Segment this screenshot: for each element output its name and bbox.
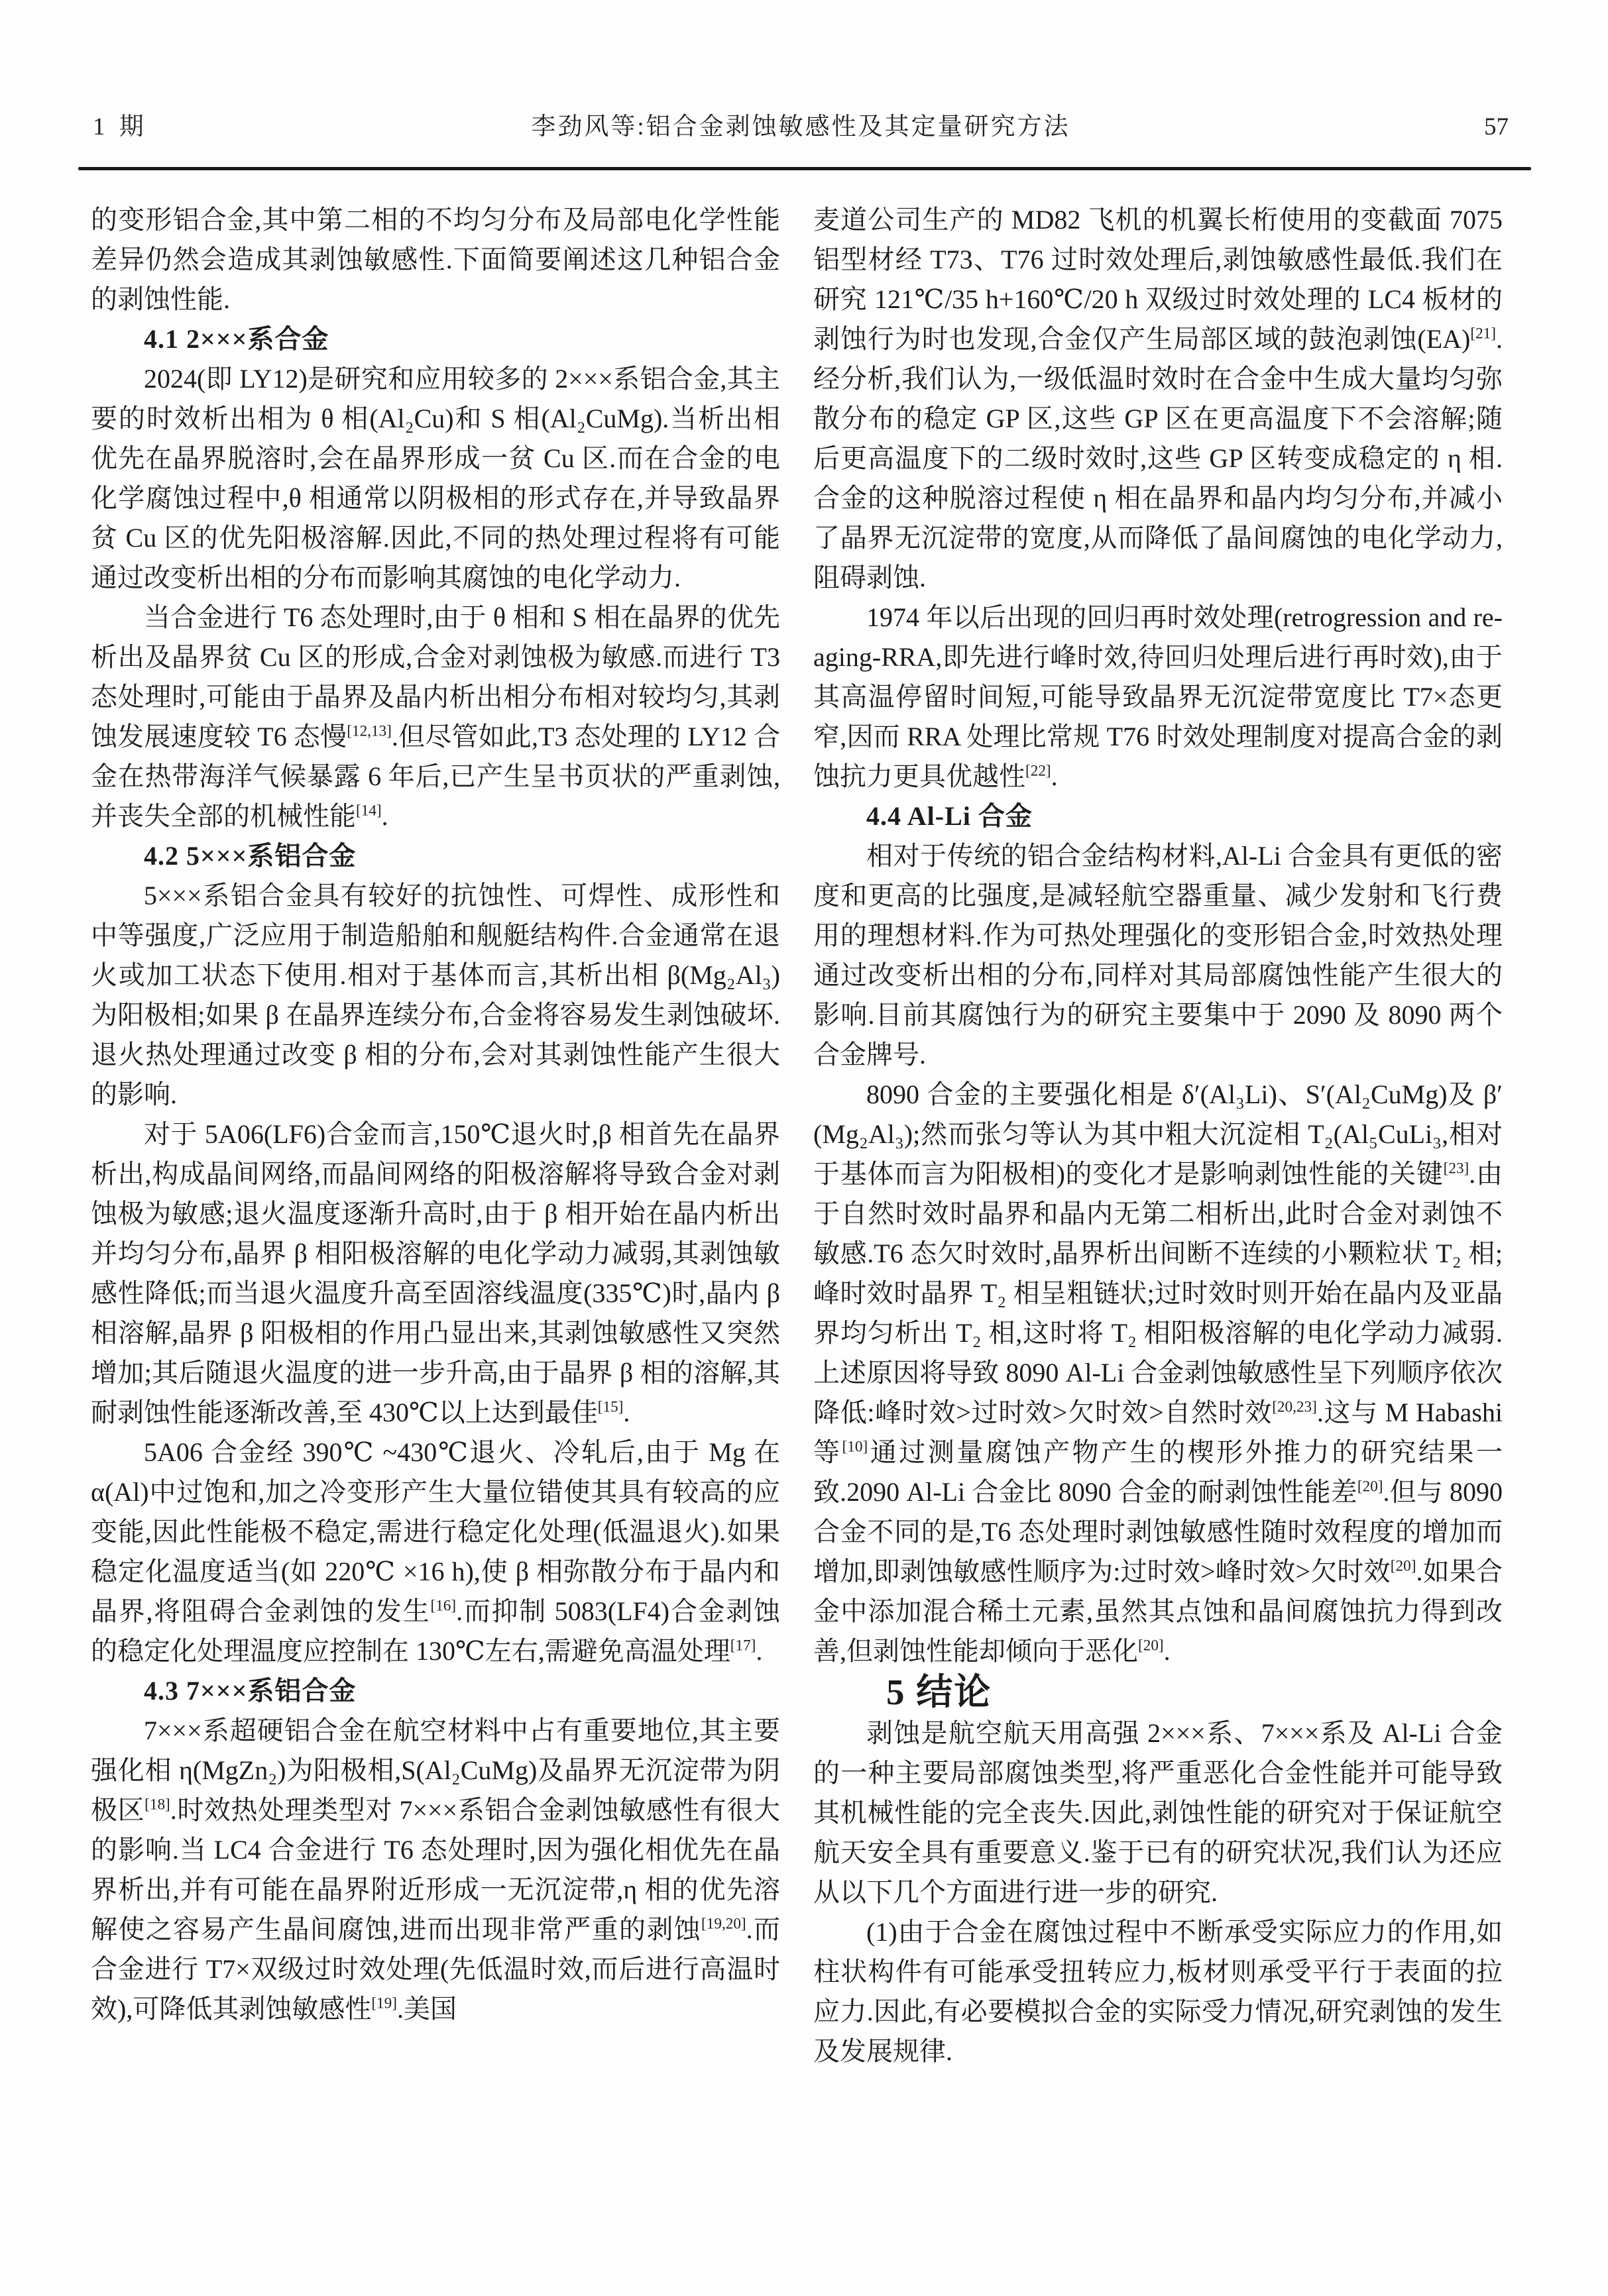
running-head [93,111,1509,143]
citation-superscript: [15] [597,1398,624,1416]
section-heading-4-3: 4.3 7×××系铝合金 [144,1676,357,1706]
header-rule [78,167,1531,170]
citation-superscript: [14] [356,802,382,820]
paragraph: 麦道公司生产的 MD82 飞机的机翼长桁使用的变截面 7075 铝型材经 T73、T76 过时效处理后,剥蚀敏感性最低.我们在研究 121℃/35 h+160℃/20 h 双级过时效处理的 LC4 板材的剥蚀行为时也发现,合金仅产生局部区域的鼓泡剥蚀(EA)[21].经分析,我们认为,一级低温时效时在合金中生成大量均匀弥散分布的稳定 GP 区,这些 GP 区在更高温度下不会溶解;随后更高温度下的二级时效时,这些 GP 区转变成稳定的 η 相.合金的这种脱溶过程使 η 相在晶界和晶内均匀分布,并减小了晶界无沉淀带的宽度,从而降低了晶间腐蚀的电化学动力,阻碍剥蚀. [813,205,1503,592]
issue-number: 1 期 [93,113,148,140]
citation-superscript: [21] [1470,325,1496,343]
citation-superscript: [20] [1357,1478,1383,1496]
citation-superscript: [17] [730,1637,756,1655]
paragraph: 8090 合金的主要强化相是 δ′(Al₃Li)、S′(Al₂CuMg)及 β′(Mg₂Al₃);然而张匀等认为其中粗大沉淀相 T₂(Al₅CuLi₃,相对于基体而言为阳极相)的变化才是影响剥蚀性能的关键[23].由于自然时效时晶界和晶内无第二相析出,此时合金对剥蚀不敏感.T6 态欠时效时,晶界析出间断不连续的小颗粒状 T₂ 相;峰时效时晶界 T₂ 相呈粗链状;过时效时则开始在晶内及亚晶界均匀析出 T₂ 相,这时将 T₂ 相阳极溶解的电化学动力减弱.上述原因将导致 8090 Al-Li 合金剥蚀敏感性呈下列顺序依次降低:峰时效>过时效>欠时效>自然时效[20,23].这与 M Habashi 等[10]通过测量腐蚀产物产生的楔形外推力的研究结果一致.2090 Al-Li 合金比 8090 合金的耐剥蚀性能差[20].但与 8090 合金不同的是,T6 态处理时剥蚀敏感性随时效程度的增加而增加,即剥蚀敏感性顺序为:过时效>峰时效>欠时效[20].如果合金中添加混合稀土元素,虽然其点蚀和晶间腐蚀抗力得到改善,但剥蚀性能却倾向于恶化[20]. [813,1079,1503,1666]
running-title: 李劲风等:铝合金剥蚀敏感性及其定量研究方法 [531,113,1070,140]
left-column [91,200,780,2071]
paragraph: 对于 5A06(LF6)合金而言,150℃退火时,β 相首先在晶界析出,构成晶间网络,而晶间网络的阳极溶解将导致合金对剥蚀极为敏感;退火温度逐渐升高时,由于 β 相开始在晶内析出并均匀分布,晶界 β 相阳极溶解的电化学动力减弱,其剥蚀敏感性降低;而当退火温度升高至固溶线温度(335℃)时,晶内 β 相溶解,晶界 β 阳极相的作用凸显出来,其剥蚀敏感性又突然增加;其后随退火温度的进一步升高,由于晶界 β 相的溶解,其耐剥蚀性能逐渐改善,至 430℃以上达到最佳[15]. [91,1119,780,1427]
citation-superscript: [22] [1025,762,1051,780]
paragraph: 1974 年以后出现的回归再时效处理(retrogression and re-aging-RRA,即先进行峰时效,待回归处理后进行再时效),由于其高温停留时间短,可能导致晶界无沉淀带宽度比 T7×态更窄,因而 RRA 处理比常规 T76 时效处理制度对提高合金的剥蚀抗力更具优越性[22]. [813,602,1503,791]
citation-superscript: [10] [842,1438,868,1456]
citation-superscript: [19,20] [701,1915,746,1933]
paragraph: (1)由于合金在腐蚀过程中不断承受实际应力的作用,如柱状构件有可能承受扭转应力,板材则承受平行于表面的拉应力.因此,有必要模拟合金的实际受力情况,研究剥蚀的发生及发展规律. [813,1917,1503,2066]
page-number: 57 [1484,113,1509,140]
paragraph: 相对于传统的铝合金结构材料,Al-Li 合金具有更低的密度和更高的比强度,是减轻航空器重量、减少发射和飞行费用的理想材料.作为可热处理强化的变形铝合金,时效热处理通过改变析出相的分布,同样对其局部腐蚀性能产生很大的影响.目前其腐蚀行为的研究主要集中于 2090 及 8090 两个合金牌号. [813,841,1503,1069]
section-heading-4-2: 4.2 5×××系铝合金 [144,841,357,871]
section-heading-4-4: 4.4 Al-Li 合金 [866,801,1033,831]
paragraph: 5A06 合金经 390℃ ~430℃退火、冷轧后,由于 Mg 在 α(Al)中过饱和,加之冷变形产生大量位错使其具有较高的应变能,因此性能极不稳定,需进行稳定化处理(低温退火).如果稳定化温度适当(如 220℃ ×16 h),使 β 相弥散分布于晶内和晶界,将阻碍合金剥蚀的发生[16].而抑制 5083(LF4)合金剥蚀的稳定化处理温度应控制在 130℃左右,需避免高温处理[17]. [91,1437,781,1666]
citation-superscript: [16] [430,1597,457,1615]
paragraph: 5×××系铝合金具有较好的抗蚀性、可焊性、成形性和中等强度,广泛应用于制造船舶和舰艇结构件.合金通常在退火或加工状态下使用.相对于基体而言,其析出相 β(Mg₂Al₃)为阳极相;如果 β 在晶界连续分布,合金将容易发生剥蚀破坏.退火热处理通过改变 β 相的分布,会对其剥蚀性能产生很大的影响. [91,881,780,1109]
citation-superscript: [20,23] [1272,1398,1317,1416]
citation-superscript: [20] [1390,1557,1416,1575]
right-column [813,200,1503,2071]
paragraph: 的变形铝合金,其中第二相的不均匀分布及局部电化学性能差异仍然会造成其剥蚀敏感性.下面简要阐述这几种铝合金的剥蚀性能. [91,205,780,314]
two-column-body [91,200,1503,2071]
paragraph: 剥蚀是航空航天用高强 2×××系、7×××系及 Al-Li 合金的一种主要局部腐蚀类型,将严重恶化合金性能并可能导致其机械性能的完全丧失.因此,剥蚀性能的研究对于保证航空航天安全具有重要意义.鉴于已有的研究状况,我们认为还应从以下几个方面进行进一步的研究. [813,1718,1503,1907]
paragraph: 2024(即 LY12)是研究和应用较多的 2×××系铝合金,其主要的时效析出相为 θ 相(Al₂Cu)和 S 相(Al₂CuMg).当析出相优先在晶界脱溶时,会在晶界形成一贫 Cu 区.而在合金的电化学腐蚀过程中,θ 相通常以阴极相的形式存在,并导致晶界贫 Cu 区的优先阳极溶解.因此,不同的热处理过程将有可能通过改变析出相的分布而影响其腐蚀的电化学动力. [91,364,780,592]
paragraph: 当合金进行 T6 态处理时,由于 θ 相和 S 相在晶界的优先析出及晶界贫 Cu 区的形成,合金对剥蚀极为敏感.而进行 T3 态处理时,可能由于晶界及晶内析出相分布相对较均匀,其剥蚀发展速度较 T6 态慢[12,13].但尽管如此,T3 态处理的 LY12 合金在热带海洋气候暴露 6 年后,已产生呈书页状的严重剥蚀,并丧失全部的机械性能[14]. [91,602,781,831]
citation-superscript: [12,13] [347,722,392,740]
citation-superscript: [18] [144,1796,170,1814]
citation-superscript: [19] [371,1995,397,2012]
section-heading-5: 5 结论 [886,1672,992,1712]
paragraph: 7×××系超硬铝合金在航空材料中占有重要地位,其主要强化相 η(MgZn₂)为阳极相,S(Al₂CuMg)及晶界无沉淀带为阴极区[18].时效热处理类型对 7×××系铝合金剥蚀敏感性有很大的影响.当 LC4 合金进行 T6 态处理时,因为强化相优先在晶界析出,并有可能在晶界附近形成一无沉淀带,η 相的优先溶解使之容易产生晶间腐蚀,进而出现非常严重的剥蚀[19,20].而合金进行 T7×双级过时效处理(先低温时效,而后进行高温时效),可降低其剥蚀敏感性[19].美国 [91,1716,781,2024]
citation-superscript: [20] [1138,1637,1164,1655]
section-heading-4-1: 4.1 2×××系合金 [144,324,329,354]
citation-superscript: [23] [1443,1160,1469,1177]
